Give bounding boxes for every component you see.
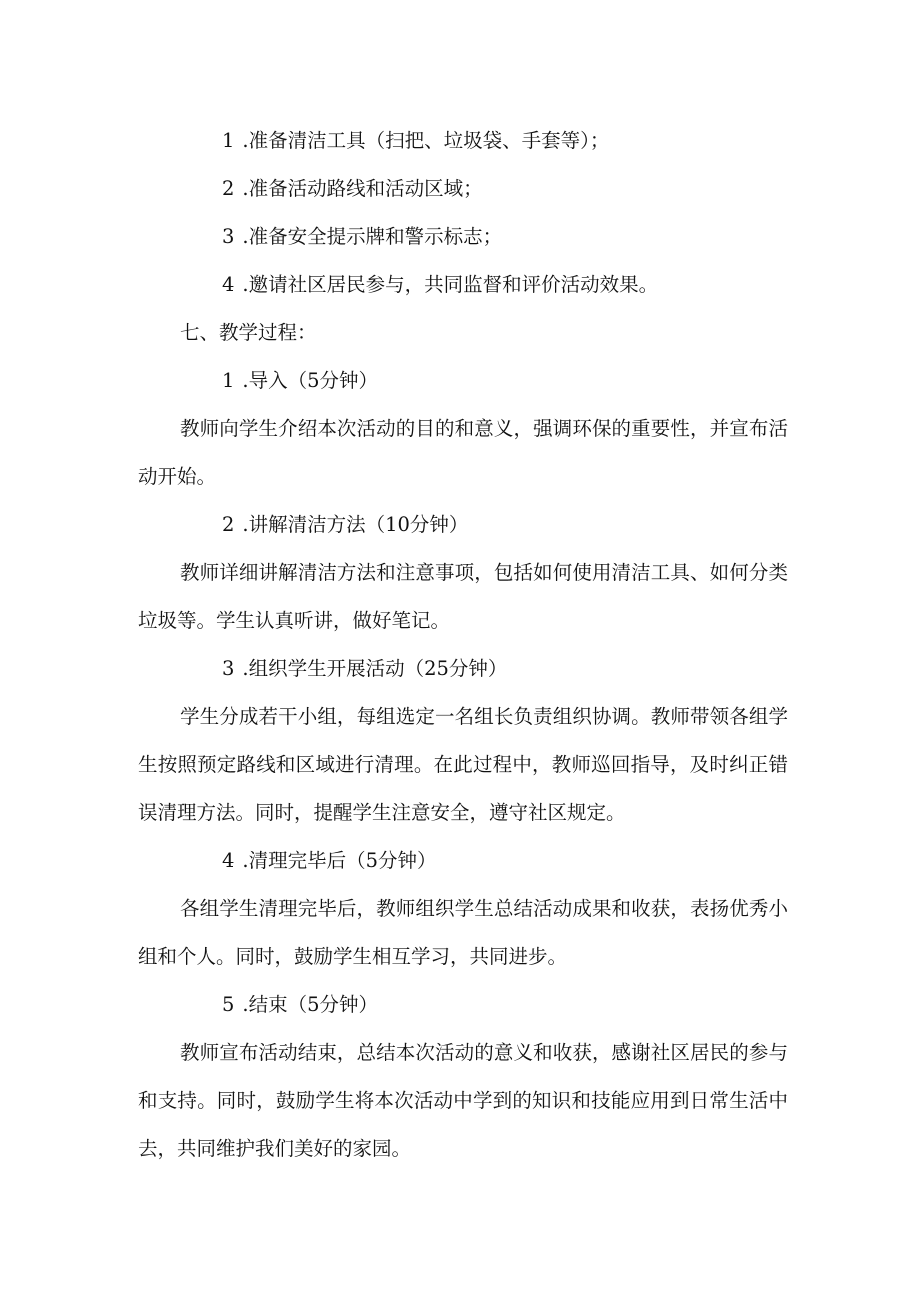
step-title-text: .组织学生开展活动（25分钟） [242, 657, 508, 680]
step-number: 3 [222, 657, 235, 680]
prep-item-number: 4 [222, 273, 235, 296]
prep-item-text: .准备清洁工具（扫把、垃圾袋、手套等）； [242, 129, 610, 152]
step-number: 1 [222, 369, 235, 392]
prep-item-3 [138, 213, 788, 261]
step-title-text: .结束（5分钟） [242, 993, 379, 1016]
prep-item-1 [138, 117, 788, 165]
prep-item-number: 3 [222, 225, 235, 248]
step-4-title [138, 837, 788, 885]
step-1-title [138, 357, 788, 405]
step-number: 2 [222, 513, 235, 536]
step-4-body: 各组学生清理完毕后，教师组织学生总结活动成果和收获，表扬优秀小组和个人。同时，鼓励学生相互学习，共同进步。 [138, 897, 788, 968]
document-body [138, 117, 788, 1173]
step-1-body: 教师向学生介绍本次活动的目的和意义，强调环保的重要性，并宣布活动开始。 [138, 417, 788, 488]
prep-item-text: .准备安全提示牌和警示标志； [242, 225, 503, 248]
step-title-text: .导入（5分钟） [242, 369, 379, 392]
prep-item-2 [138, 165, 788, 213]
prep-item-number: 1 [222, 129, 235, 152]
step-5-body: 教师宣布活动结束，总结本次活动的意义和收获，感谢社区居民的参与和支持。同时，鼓励学生将本次活动中学到的知识和技能应用到日常生活中去，共同维护我们美好的家园。 [138, 1041, 788, 1160]
step-number: 4 [222, 849, 235, 872]
prep-item-text: .邀请社区居民参与，共同监督和评价活动效果。 [242, 273, 659, 296]
step-3-title [138, 645, 788, 693]
step-5-title [138, 981, 788, 1029]
prep-item-4 [138, 261, 788, 309]
section-heading: 七、教学过程： [180, 321, 317, 344]
step-2-title [138, 501, 788, 549]
step-number: 5 [222, 993, 235, 1016]
step-2-body: 教师详细讲解清洁方法和注意事项，包括如何使用清洁工具、如何分类垃圾等。学生认真听讲，做好笔记。 [138, 561, 788, 632]
step-title-text: .讲解清洁方法（10分钟） [242, 513, 469, 536]
step-3-body: 学生分成若干小组，每组选定一名组长负责组织协调。教师带领各组学生按照预定路线和区域进行清理。在此过程中，教师巡回指导，及时纠正错误清理方法。同时，提醒学生注意安全，遵守社区规定。 [138, 705, 788, 824]
prep-item-text: .准备活动路线和活动区域； [242, 177, 483, 200]
prep-item-number: 2 [222, 177, 235, 200]
step-title-text: .清理完毕后（5分钟） [242, 849, 437, 872]
